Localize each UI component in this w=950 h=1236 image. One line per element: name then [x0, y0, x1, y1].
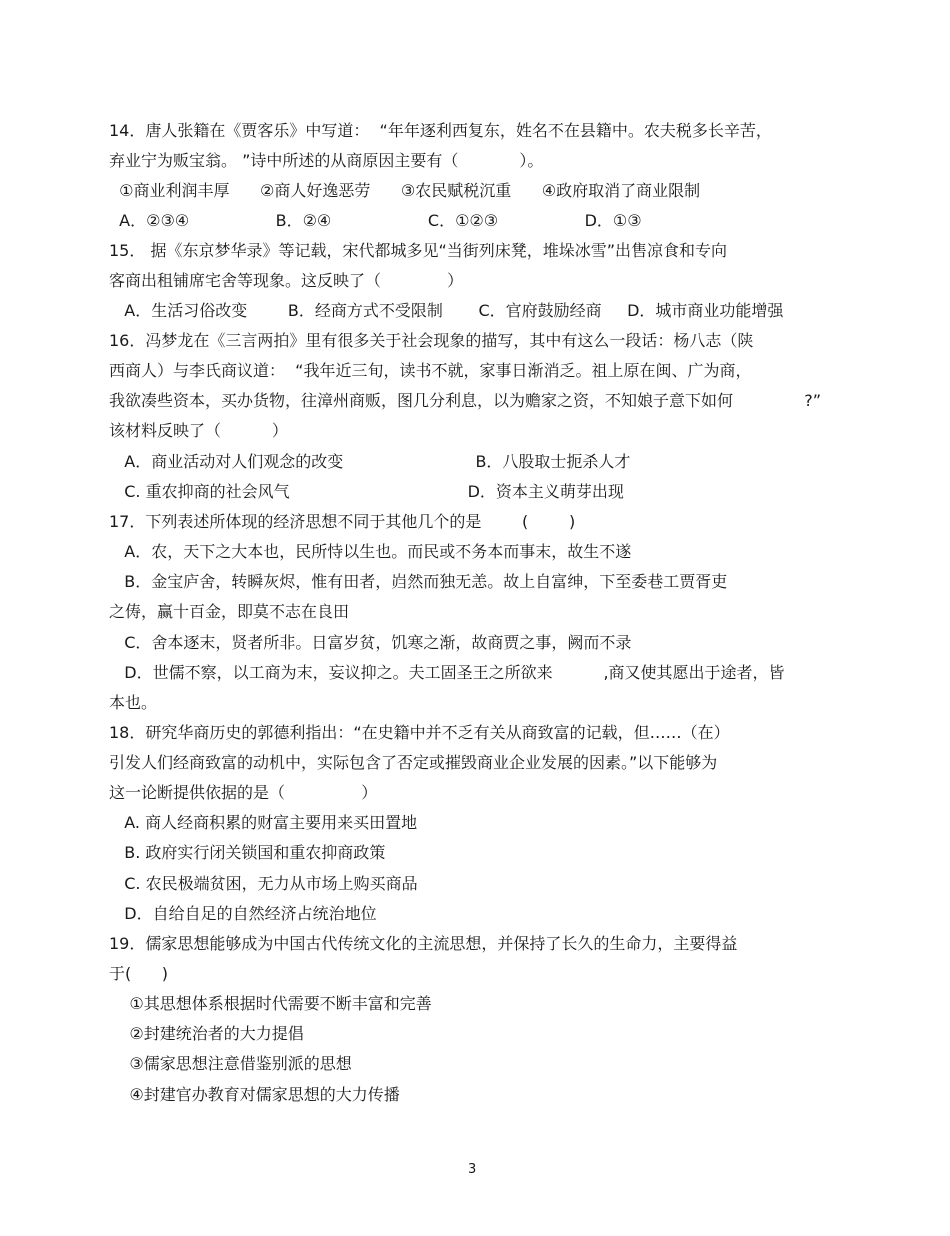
- question-16-line-2: 西商人）与李氏商议道： “我年近三旬，读书不就，家事日渐消乏。祖上原在闽、广为商，: [109, 361, 752, 380]
- question-18-line-2: 引发人们经商致富的动机中，实际包含了否定或摧毁商业企业发展的因素。”以下能够为: [109, 753, 718, 772]
- question-19-statement-3: ③儒家思想注意借鉴别派的思想: [109, 1054, 352, 1073]
- question-19-line-1: 19．儒家思想能够成为中国古代传统文化的主流思想，并保持了长久的生命力，主要得益: [109, 934, 738, 953]
- question-16-options-cd: C. 重农抑商的社会风气 D．资本主义萌芽出现: [109, 482, 624, 501]
- question-17-option-b: B．金宝庐舍，转瞬灰烬，惟有田者，岿然而独无恙。故上自富绅，下至委巷工贾胥吏: [109, 572, 728, 591]
- question-16-options-ab: A．商业活动对人们观念的改变 B．八股取士扼杀人才: [109, 452, 631, 471]
- question-17-option-a: A．农，天下之大本也，民所恃以生也。而民或不务本而事末，故生不遂: [109, 542, 632, 561]
- page-number: 3: [468, 1162, 477, 1177]
- question-18-line-3: 这一论断提供依据的是（ ）: [109, 783, 378, 802]
- question-14-line-2: 弃业宁为贩宝翁。 ”诗中所述的从商原因主要有（ ）。: [109, 151, 544, 170]
- question-18-option-c: C. 农民极端贫困，无力从市场上购买商品: [109, 874, 418, 893]
- question-15-line-2: 客商出租铺席宅舍等现象。这反映了（ ）: [109, 271, 464, 290]
- question-16-line-1: 16．冯梦龙在《三言两拍》里有很多关于社会现象的描写，其中有这么一段话：杨八志（陕: [109, 331, 754, 350]
- question-16-line-4: 该材料反映了（ ）: [109, 421, 288, 440]
- question-19-statement-1: ①其思想体系根据时代需要不断丰富和完善: [109, 994, 432, 1013]
- question-14-line-1: 14．唐人张籍在《贾客乐》中写道： “年年逐利西复东，姓名不在县籍中。农夫税多长辛苦，: [109, 121, 772, 140]
- question-16-line-3: 我欲凑些资本，买办货物，往漳州商贩，图几分利息，以为赡家之资，不知娘子意下如何 ?”: [109, 391, 821, 410]
- question-17-option-d: D．世儒不察，以工商为末，妄议抑之。夫工固圣王之所欲来 ,商又使其愿出于途者，皆: [109, 663, 785, 682]
- question-14-statements: ①商业利润丰厚 ②商人好逸恶劳 ③农民赋税沉重 ④政府取消了商业限制: [109, 181, 701, 200]
- question-18-line-1: 18．研究华商历史的郭德利指出：“在史籍中并不乏有关从商致富的记载，但……（在）: [109, 723, 730, 742]
- question-17-option-d-cont: 本也。: [109, 693, 158, 712]
- question-14-options: A．②③④ B．②④ C．①②③ D．①③: [109, 211, 642, 230]
- question-18-option-b: B. 政府实行闭关锁国和重农抑商政策: [109, 843, 386, 862]
- question-17-stem: 17．下列表述所体现的经济思想不同于其他几个的是 ( ): [109, 512, 576, 531]
- question-18-option-d: D．自给自足的自然经济占统治地位: [109, 904, 377, 923]
- question-19-statement-2: ②封建统治者的大力提倡: [109, 1024, 304, 1043]
- question-17-option-b-cont: 之俦，赢十百金，即莫不志在良田: [109, 602, 350, 621]
- question-18-option-a: A. 商人经商积累的财富主要用来买田置地: [109, 813, 418, 832]
- question-15-line-1: 15． 据《东京梦华录》等记载，宋代都城多见“当街列床凳，堆垛冰雪”出售凉食和专向: [109, 241, 728, 260]
- question-17-option-c: C．舍本逐末，贤者所非。日富岁贫，饥寒之渐，故商贾之事，阙而不录: [109, 633, 632, 652]
- question-15-options: A．生活习俗改变 B．经商方式不受限制 C．官府鼓励经商 D．城市商业功能增强: [109, 301, 784, 320]
- question-19-statement-4: ④封建官办教育对儒家思想的大力传播: [109, 1085, 400, 1104]
- question-19-line-2: 于( ): [109, 964, 169, 983]
